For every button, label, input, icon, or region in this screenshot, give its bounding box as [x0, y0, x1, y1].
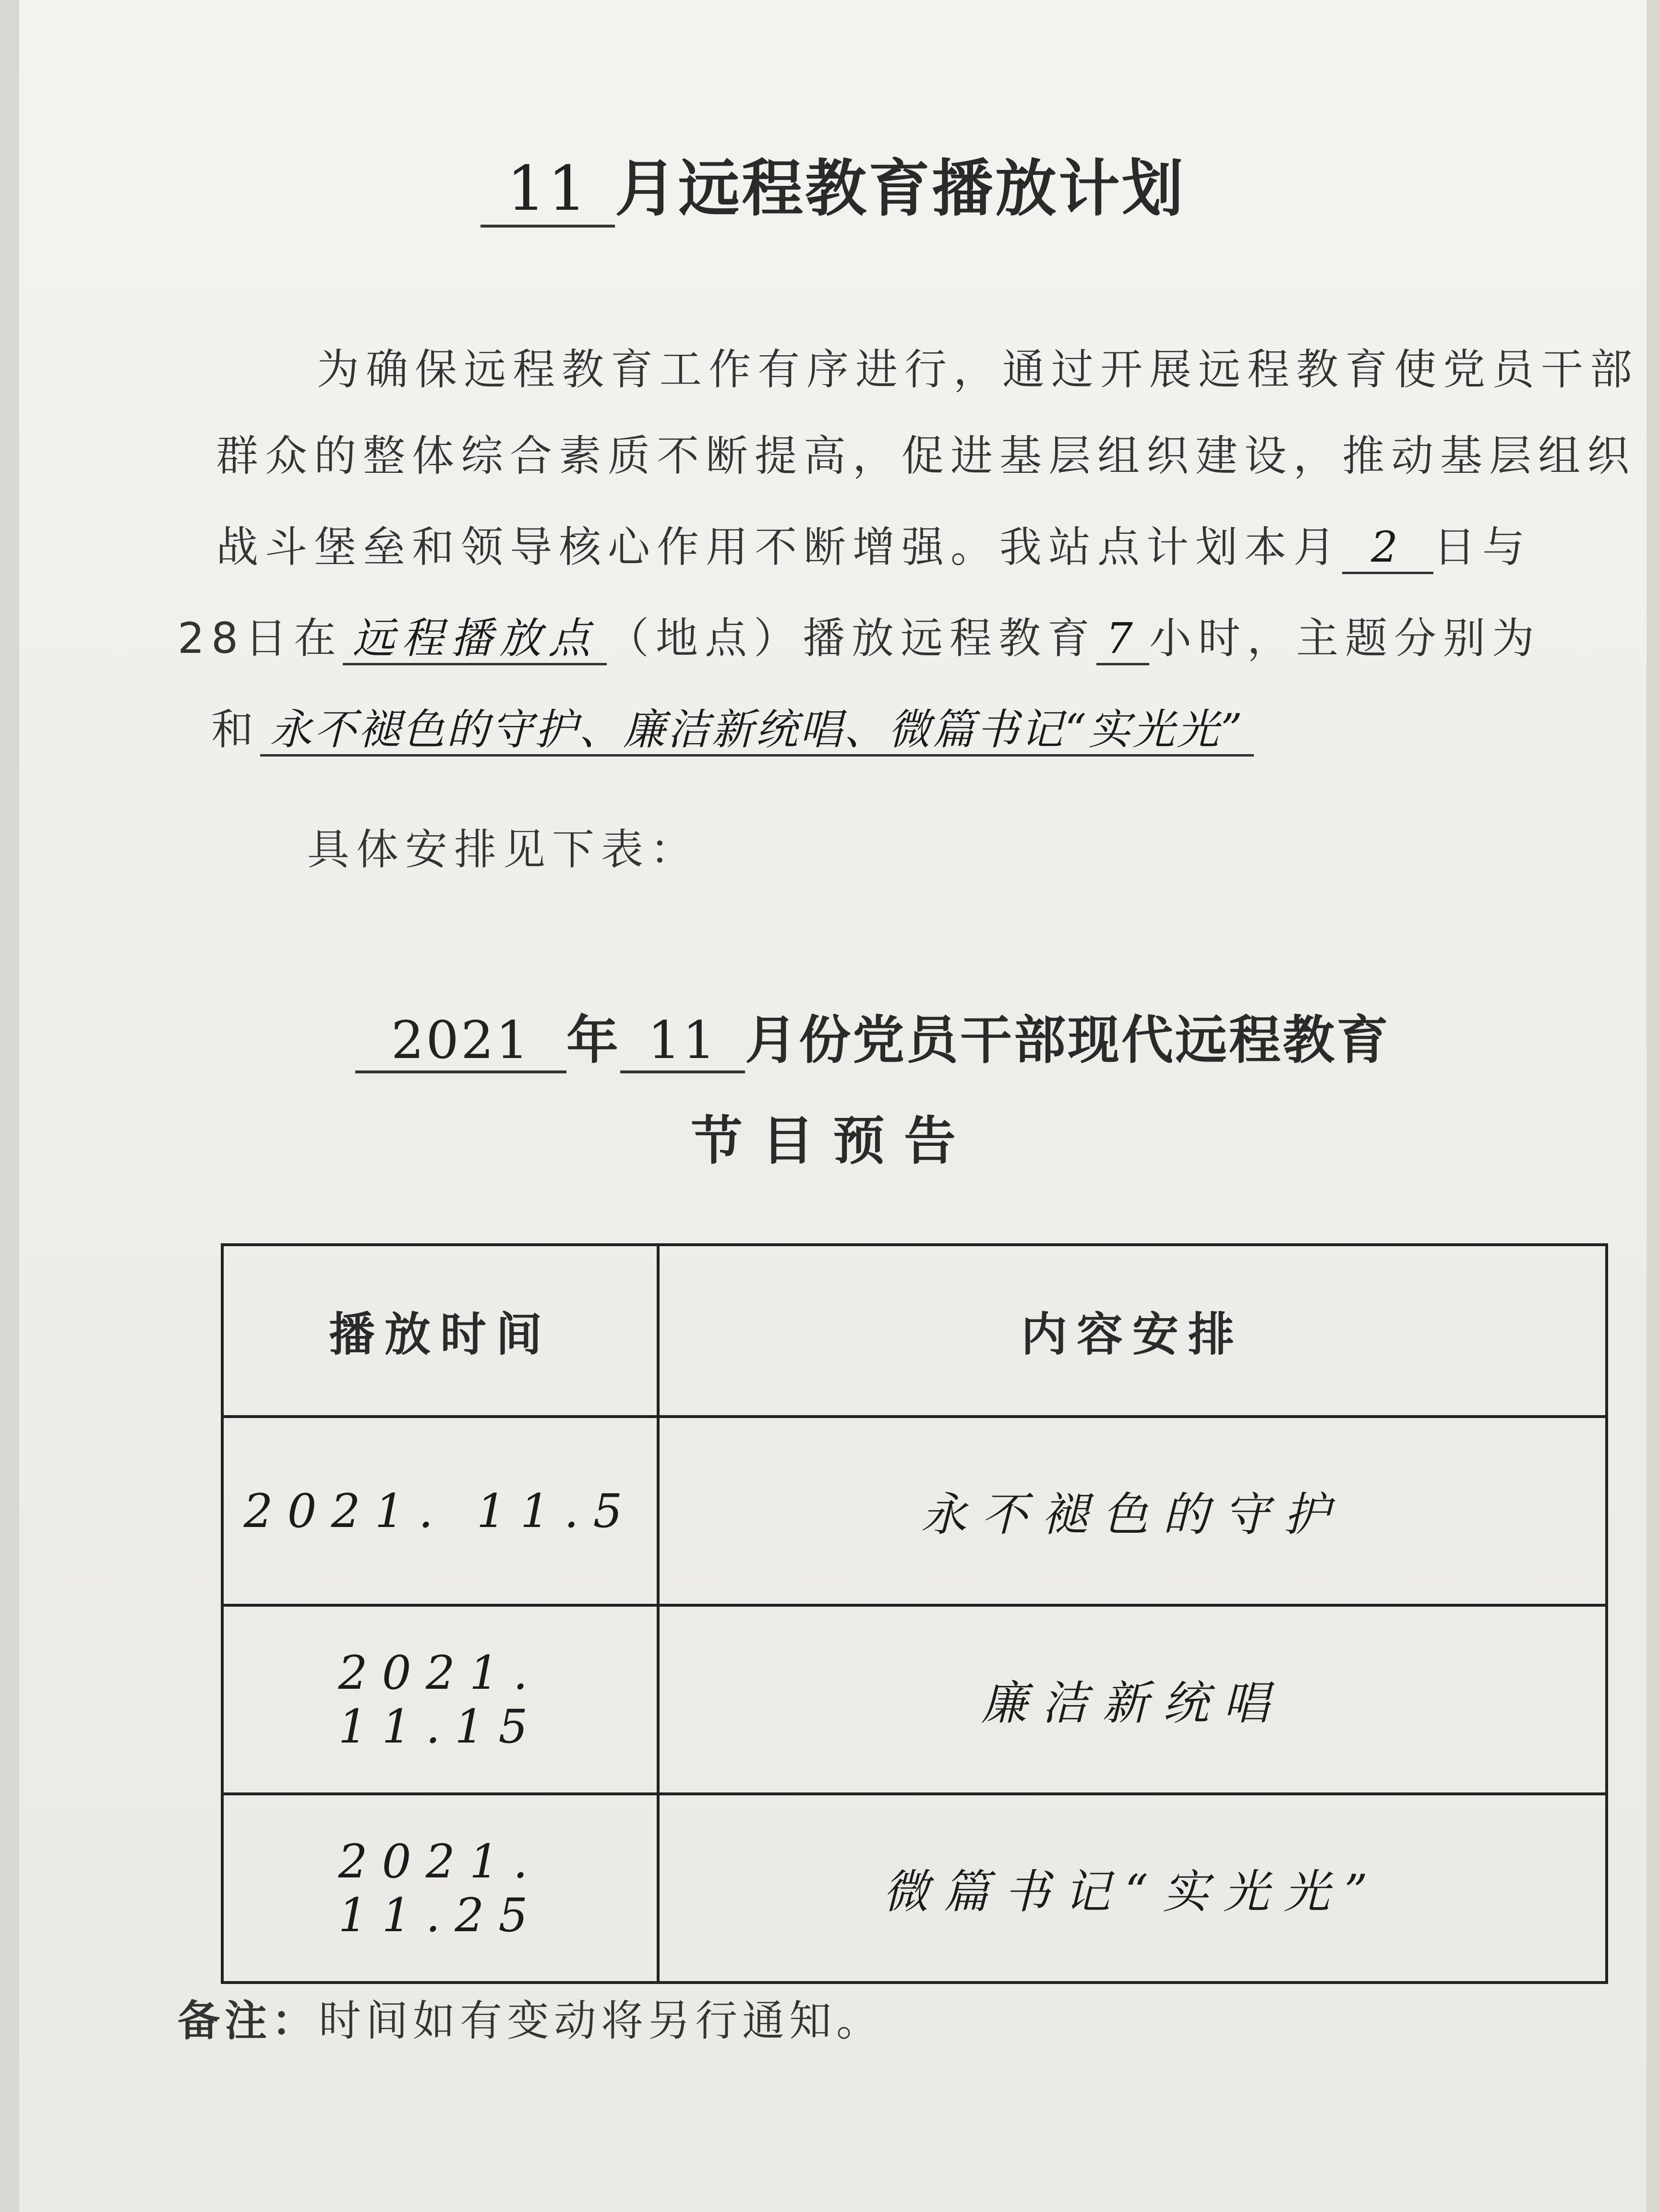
hours-blank: 7 — [1096, 613, 1149, 665]
document-page — [19, 0, 1647, 2212]
schedule-heading — [355, 998, 1390, 1073]
row-content: 永不褪色的守护 — [658, 1417, 1607, 1605]
topics-blank: 永不褪色的守护、廉洁新统唱、微篇书记“实光光” — [260, 705, 1254, 757]
header-content: 内容安排 — [658, 1245, 1607, 1417]
year-blank: 2021 — [355, 1010, 566, 1073]
line4-text-a: 28日在 — [178, 613, 343, 663]
place-blank: 远程播放点 — [343, 613, 607, 665]
line4-text-c: 小时，主题分别为 — [1149, 613, 1541, 663]
paragraph-line-3 — [216, 514, 1531, 574]
table-header-row — [222, 1245, 1607, 1417]
row-date: 2021. 11.15 — [222, 1605, 658, 1794]
paragraph-line-4 — [178, 605, 1541, 665]
page-title — [19, 139, 1647, 228]
row-content: 廉洁新统唱 — [658, 1605, 1607, 1794]
row-date: 2021. 11.5 — [222, 1417, 658, 1605]
schedule-table — [221, 1243, 1608, 1984]
schedule-heading-line-2: 节目预告 — [690, 1111, 975, 1171]
paragraph-line-6: 具体安排见下表： — [307, 825, 699, 874]
day-blank: 2 — [1342, 522, 1433, 574]
note-label: 备注： — [178, 1996, 319, 2045]
table-row — [222, 1417, 1607, 1605]
title-month-blank: 11 — [481, 153, 615, 228]
footnote — [178, 1987, 883, 2048]
line4-text-b: （地点）播放远程教育 — [607, 613, 1097, 663]
line5-text-a: 和 — [211, 705, 261, 754]
header-play-time: 播放时间 — [222, 1245, 658, 1417]
paragraph-line-1: 为确保远程教育工作有序进行，通过开展远程教育使党员干部 — [317, 345, 1639, 394]
row-content: 微篇书记“实光光” — [658, 1794, 1607, 1983]
paragraph-line-5 — [211, 696, 1254, 757]
schedule-heading-text: 月份党员干部现代远程教育 — [745, 1010, 1391, 1070]
year-suffix: 年 — [566, 1010, 621, 1070]
title-text: 月远程教育播放计划 — [614, 153, 1185, 225]
note-text: 时间如有变动将另行通知。 — [319, 1996, 884, 2045]
line3-text-a: 战斗堡垒和领导核心作用不断增强。我站点计划本月 — [216, 522, 1343, 572]
table-row — [222, 1794, 1607, 1983]
table-row — [222, 1605, 1607, 1794]
row-date: 2021. 11.25 — [222, 1794, 658, 1983]
paragraph-line-2: 群众的整体综合素质不断提高，促进基层组织建设，推动基层组织 — [216, 431, 1636, 481]
line3-text-b: 日与 — [1433, 522, 1532, 572]
heading-month-blank: 11 — [620, 1010, 745, 1073]
